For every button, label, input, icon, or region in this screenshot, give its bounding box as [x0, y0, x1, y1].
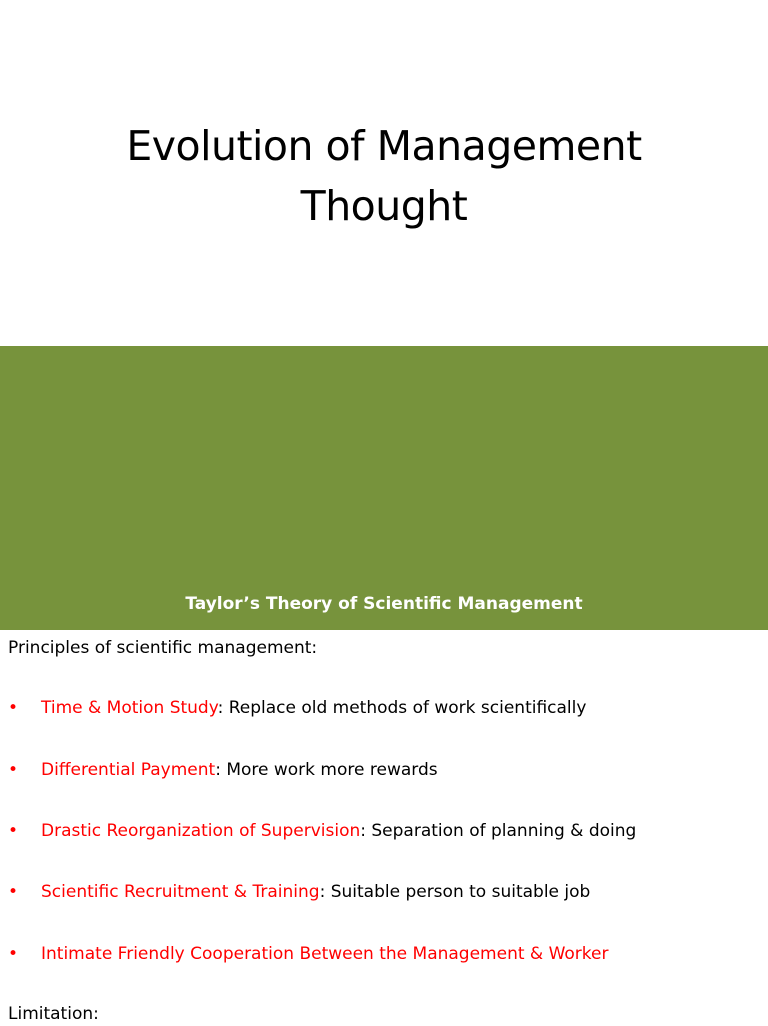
bullet-icon: •: [8, 821, 19, 841]
page-title: [40, 116, 728, 236]
principle-description: : Suitable person to suitable job: [319, 882, 591, 902]
title-slide: [0, 0, 768, 346]
green-section-banner: [0, 346, 768, 630]
section-heading: Taylor’s Theory of Scientific Management: [185, 594, 583, 614]
principle-name: Intimate Friendly Cooperation Between the Management & Worker: [41, 944, 609, 964]
principle-text: [41, 696, 586, 720]
principle-text: [41, 880, 590, 904]
principle-description: : Separation of planning & doing: [360, 821, 637, 841]
title-line-1: Evolution of Management: [126, 122, 642, 170]
principle-description: : More work more rewards: [215, 760, 438, 780]
principle-name: Time & Motion Study: [41, 698, 218, 718]
principle-name: Drastic Reorganization of Supervision: [41, 821, 361, 841]
principle-description: : Replace old methods of work scientifically: [217, 698, 587, 718]
bullet-icon: •: [8, 760, 19, 780]
title-line-2: Thought: [300, 182, 468, 230]
principle-name: Differential Payment: [41, 760, 216, 780]
principles-intro: Principles of scientific management:: [8, 638, 318, 658]
bullet-icon: •: [8, 882, 19, 902]
limitation-heading: Limitation:: [8, 1004, 99, 1024]
bullet-icon: •: [8, 698, 19, 718]
principle-text: [41, 819, 636, 843]
principles-content: [0, 630, 768, 1024]
principle-text: [41, 942, 608, 966]
principle-text: [41, 758, 438, 782]
bullet-icon: •: [8, 944, 19, 964]
principle-name: Scientific Recruitment & Training: [41, 882, 320, 902]
